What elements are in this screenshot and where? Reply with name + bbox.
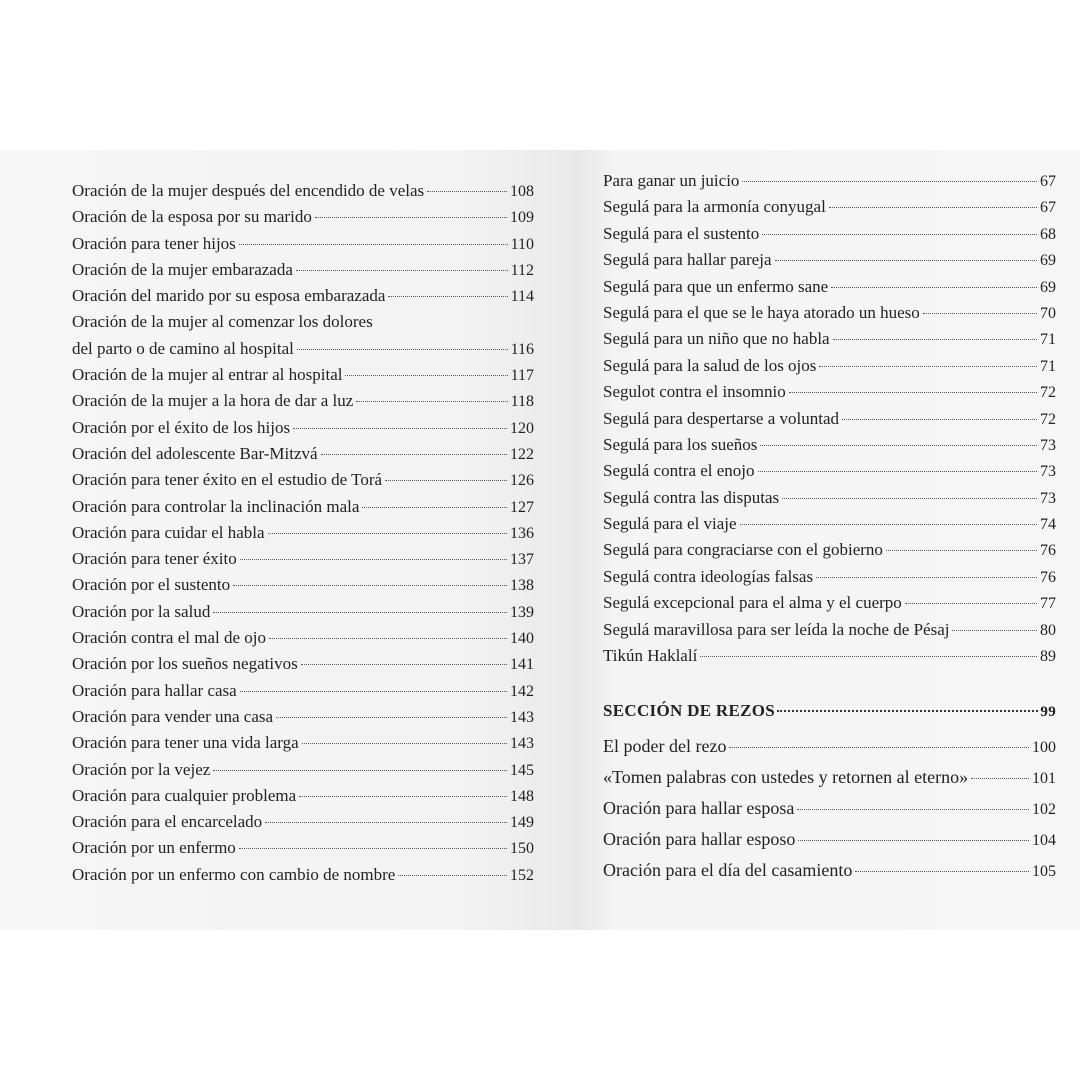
toc-entry (72, 862, 534, 888)
dot-leader (213, 612, 507, 613)
toc-entry-title: Oración para cualquier problema (72, 785, 297, 805)
dot-leader (742, 181, 1037, 182)
dot-leader (819, 366, 1037, 367)
toc-entry-page-number: 116 (510, 340, 534, 358)
section-heading-title: SECCIÓN DE REZOS (603, 701, 776, 721)
toc-entry-title: Segulá para la armonía conyugal (603, 197, 826, 217)
toc-entry (603, 762, 1056, 793)
toc-entry-page-number: 74 (1040, 516, 1056, 534)
toc-entry-page-number: 140 (510, 630, 534, 648)
left-table-of-contents (72, 178, 534, 888)
section-spacer (603, 669, 1056, 697)
toc-entry-title: Oración para hallar casa (72, 680, 237, 700)
dot-leader (276, 717, 507, 718)
dot-leader (855, 871, 1029, 872)
toc-entry-title: Segulot contra el insomnio (603, 382, 786, 402)
toc-entry-page-number: 114 (510, 288, 534, 306)
toc-entry-title: Oración para vender una casa (72, 706, 274, 726)
dot-leader (833, 339, 1037, 340)
toc-entry-page-number: 143 (510, 735, 534, 753)
dot-leader (240, 559, 507, 560)
toc-entry-title: Segulá excepcional para el alma y el cuerpo (603, 593, 902, 613)
section-heading (603, 697, 1056, 725)
dot-leader (886, 550, 1037, 551)
dot-leader (302, 743, 507, 744)
toc-entry-title: El poder del rezo (603, 736, 727, 757)
toc-entry (72, 388, 534, 414)
toc-entry-title: Segulá contra ideologías falsas (603, 566, 814, 586)
toc-entry (603, 590, 1056, 616)
toc-entry (72, 809, 534, 835)
dot-leader (789, 392, 1037, 393)
toc-entry-page-number: 148 (510, 787, 534, 805)
toc-entry (603, 300, 1056, 326)
dot-leader (213, 770, 507, 771)
dot-leader (740, 524, 1037, 525)
dot-leader (356, 401, 507, 402)
dot-leader (729, 747, 1029, 748)
dot-leader (301, 664, 507, 665)
toc-entry-title: Oración para cuidar el habla (72, 522, 265, 542)
toc-entry (603, 379, 1056, 405)
toc-entry (603, 353, 1056, 379)
toc-entry-title: Oración por el sustento (72, 575, 231, 595)
dot-leader (398, 875, 507, 876)
toc-entry (72, 415, 534, 441)
dot-leader (777, 710, 1038, 712)
toc-entry (72, 572, 534, 598)
toc-entry-page-number: 105 (1032, 863, 1056, 881)
toc-entry-page-number: 126 (510, 472, 534, 490)
toc-entry (72, 494, 534, 520)
toc-entry (72, 546, 534, 572)
toc-entry-title: Para ganar un juicio (603, 171, 740, 190)
dot-leader (427, 191, 507, 192)
toc-entry-title: Oración por los sueños negativos (72, 654, 298, 674)
toc-entry-title: Oración para tener hijos (72, 233, 236, 253)
toc-entry-page-number: 102 (1032, 801, 1056, 819)
toc-entry-title: Segulá contra el enojo (603, 461, 755, 481)
toc-entry-page-number: 73 (1040, 436, 1056, 454)
toc-entry-page-number: 143 (510, 708, 534, 726)
toc-entry-title: Segulá maravillosa para ser leída la noche de Pésaj (603, 619, 950, 639)
dot-leader (797, 809, 1029, 810)
dot-leader (829, 207, 1037, 208)
toc-entry-title: Segulá para un niño que no habla (603, 329, 830, 349)
toc-entry-title: Tikún Haklalí (603, 646, 698, 666)
dot-leader (842, 419, 1037, 420)
toc-entry-page-number: 100 (1032, 739, 1056, 757)
toc-entry (603, 326, 1056, 352)
toc-entry-page-number: 120 (510, 419, 534, 437)
toc-entry-page-number: 67 (1040, 173, 1056, 190)
dot-leader (240, 691, 507, 692)
toc-entry (603, 511, 1056, 537)
toc-entry-title: Oración para el día del casamiento (603, 860, 853, 881)
toc-entry (603, 793, 1056, 824)
toc-entry-page-number: 76 (1040, 568, 1056, 586)
right-page (575, 150, 1080, 930)
toc-entry-title: Segulá para los sueños (603, 434, 758, 454)
toc-entry (72, 835, 534, 861)
toc-entry-page-number: 122 (510, 445, 534, 463)
toc-entry-title: Oración de la mujer al comenzar los dolores (72, 312, 373, 332)
dot-leader (296, 270, 508, 271)
toc-entry-title: Oración contra el mal de ojo (72, 628, 267, 648)
dot-leader (831, 287, 1037, 288)
toc-entry-page-number: 137 (510, 551, 534, 569)
toc-entry-title: Oración por un enfermo con cambio de nombre (72, 864, 396, 884)
dot-leader (388, 296, 507, 297)
toc-entry-title: Segulá para hallar pareja (603, 250, 772, 270)
toc-entry-title: Segulá para que un enfermo sane (603, 276, 829, 296)
left-page (0, 150, 575, 930)
toc-entry-page-number: 149 (510, 814, 534, 832)
dot-leader (816, 577, 1037, 578)
toc-entry-page-number: 72 (1040, 410, 1056, 428)
toc-entry-page-number: 127 (510, 498, 534, 516)
toc-entry (72, 520, 534, 546)
toc-entry (603, 643, 1056, 669)
dot-leader (299, 796, 507, 797)
toc-entry (603, 731, 1056, 762)
toc-entry-title: Oración para tener éxito en el estudio de Torá (72, 470, 383, 490)
toc-entry (603, 485, 1056, 511)
toc-entry-page-number: 73 (1040, 489, 1056, 507)
toc-entry (72, 730, 534, 756)
toc-entry-title: Oración para hallar esposa (603, 798, 795, 819)
dot-leader (239, 848, 507, 849)
dot-leader (233, 585, 507, 586)
dot-leader (971, 778, 1029, 779)
toc-entry-title: Segulá para el que se le haya atorado un hueso (603, 302, 920, 322)
toc-entry (72, 178, 534, 204)
toc-entry-title: Oración por la salud (72, 601, 211, 621)
toc-entry (72, 678, 534, 704)
toc-entry (72, 257, 534, 283)
toc-entry-page-number: 145 (510, 761, 534, 779)
toc-entry-page-number: 69 (1040, 278, 1056, 296)
section-heading-page-number: 99 (1040, 704, 1056, 721)
toc-entry (72, 599, 534, 625)
toc-entry-title: Oración de la mujer a la hora de dar a luz (72, 391, 354, 411)
toc-entry-page-number: 71 (1040, 331, 1056, 349)
dot-leader (782, 498, 1037, 499)
dot-leader (321, 454, 507, 455)
toc-entry (72, 757, 534, 783)
toc-entry-page-number: 71 (1040, 357, 1056, 375)
dot-leader (362, 507, 507, 508)
toc-entry-page-number: 69 (1040, 252, 1056, 270)
toc-entry (72, 283, 534, 309)
toc-entry (72, 336, 534, 362)
toc-entry-title: Oración de la mujer después del encendido de velas (72, 181, 425, 200)
toc-entry (603, 432, 1056, 458)
toc-entry-page-number: 80 (1040, 621, 1056, 639)
open-book (0, 150, 1080, 930)
toc-entry (603, 855, 1056, 886)
toc-entry-title: Oración de la mujer al entrar al hospital (72, 365, 343, 385)
toc-entry (72, 204, 534, 230)
toc-entry-title: Oración para tener una vida larga (72, 733, 299, 753)
right-table-of-contents (603, 168, 1056, 886)
toc-entry-title: Oración por un enfermo (72, 838, 236, 858)
toc-entry (72, 467, 534, 493)
toc-entry-page-number: 142 (510, 682, 534, 700)
toc-entry-page-number: 110 (510, 235, 534, 253)
toc-entry-title: Oración del adolescente Bar-Mitzvá (72, 443, 318, 463)
toc-entry-title: Segulá para congraciarse con el gobierno (603, 540, 883, 560)
dot-leader (315, 217, 507, 218)
toc-entry-page-number: 67 (1040, 199, 1056, 217)
dot-leader (952, 630, 1037, 631)
toc-entry-page-number: 118 (510, 393, 534, 411)
dot-leader (905, 603, 1037, 604)
toc-entry-page-number: 108 (510, 183, 534, 200)
toc-entry-page-number: 89 (1040, 648, 1056, 666)
toc-entry (72, 651, 534, 677)
dot-leader (269, 638, 507, 639)
toc-entry (603, 458, 1056, 484)
dot-leader (345, 375, 507, 376)
toc-entry-page-number: 70 (1040, 304, 1056, 322)
toc-entry-title: Oración de la esposa por su marido (72, 207, 312, 227)
toc-entry-title: Oración por la vejez (72, 759, 211, 779)
toc-entry-title: Oración para controlar la inclinación mala (72, 496, 360, 516)
toc-entry-title: Oración para hallar esposo (603, 829, 796, 850)
toc-entry-page-number: 150 (510, 840, 534, 858)
toc-entry-page-number: 112 (510, 261, 534, 279)
toc-entry-title: Oración para el encarcelado (72, 812, 263, 832)
toc-entry (603, 274, 1056, 300)
dot-leader (297, 349, 508, 350)
toc-entry-page-number: 104 (1032, 832, 1056, 850)
toc-entry (603, 168, 1056, 194)
toc-entry-title: Segulá contra las disputas (603, 487, 780, 507)
dot-leader (239, 244, 508, 245)
dot-leader (265, 822, 507, 823)
toc-entry-page-number: 73 (1040, 463, 1056, 481)
toc-entry (72, 231, 534, 257)
toc-entry (72, 362, 534, 388)
toc-entry (603, 406, 1056, 432)
toc-entry-page-number: 68 (1040, 225, 1056, 243)
toc-entry (603, 247, 1056, 273)
dot-leader (760, 445, 1037, 446)
toc-entry-page-number: 138 (510, 577, 534, 595)
toc-entry (603, 221, 1056, 247)
toc-entry-page-number: 109 (510, 209, 534, 227)
toc-entry-page-number: 117 (510, 367, 534, 385)
toc-entry-title: Oración por el éxito de los hijos (72, 417, 291, 437)
toc-entry-page-number: 141 (510, 656, 534, 674)
toc-entry (72, 441, 534, 467)
toc-entry (603, 564, 1056, 590)
dot-leader (293, 428, 507, 429)
toc-entry (72, 309, 534, 335)
dot-leader (762, 234, 1037, 235)
dot-leader (798, 840, 1029, 841)
toc-entry-title: del parto o de camino al hospital (72, 338, 294, 358)
toc-entry (603, 194, 1056, 220)
toc-entry (603, 824, 1056, 855)
dot-leader (268, 533, 507, 534)
toc-entry-title: Oración del marido por su esposa embarazada (72, 286, 386, 306)
toc-entry-title: Segulá para despertarse a voluntad (603, 408, 840, 428)
toc-entry (72, 625, 534, 651)
toc-entry (72, 704, 534, 730)
toc-entry-page-number: 139 (510, 603, 534, 621)
dot-leader (385, 480, 507, 481)
toc-entry-title: Oración para tener éxito (72, 549, 237, 569)
toc-entry-page-number: 152 (510, 866, 534, 884)
toc-entry (72, 783, 534, 809)
toc-entry-title: Segulá para el sustento (603, 223, 760, 243)
toc-entry-title: Segulá para la salud de los ojos (603, 355, 817, 375)
toc-entry-page-number: 72 (1040, 384, 1056, 402)
toc-entry-page-number: 77 (1040, 595, 1056, 613)
toc-entry (603, 537, 1056, 563)
dot-leader (700, 656, 1037, 657)
toc-entry (603, 617, 1056, 643)
toc-entry-title: «Tomen palabras con ustedes y retornen al eterno» (603, 767, 969, 788)
toc-entry-page-number: 101 (1032, 770, 1056, 788)
dot-leader (923, 313, 1037, 314)
toc-entry-title: Segulá para el viaje (603, 514, 737, 534)
dot-leader (775, 260, 1038, 261)
toc-entry-page-number: 136 (510, 524, 534, 542)
dot-leader (758, 471, 1037, 472)
toc-entry-page-number: 76 (1040, 542, 1056, 560)
toc-entry-title: Oración de la mujer embarazada (72, 259, 293, 279)
